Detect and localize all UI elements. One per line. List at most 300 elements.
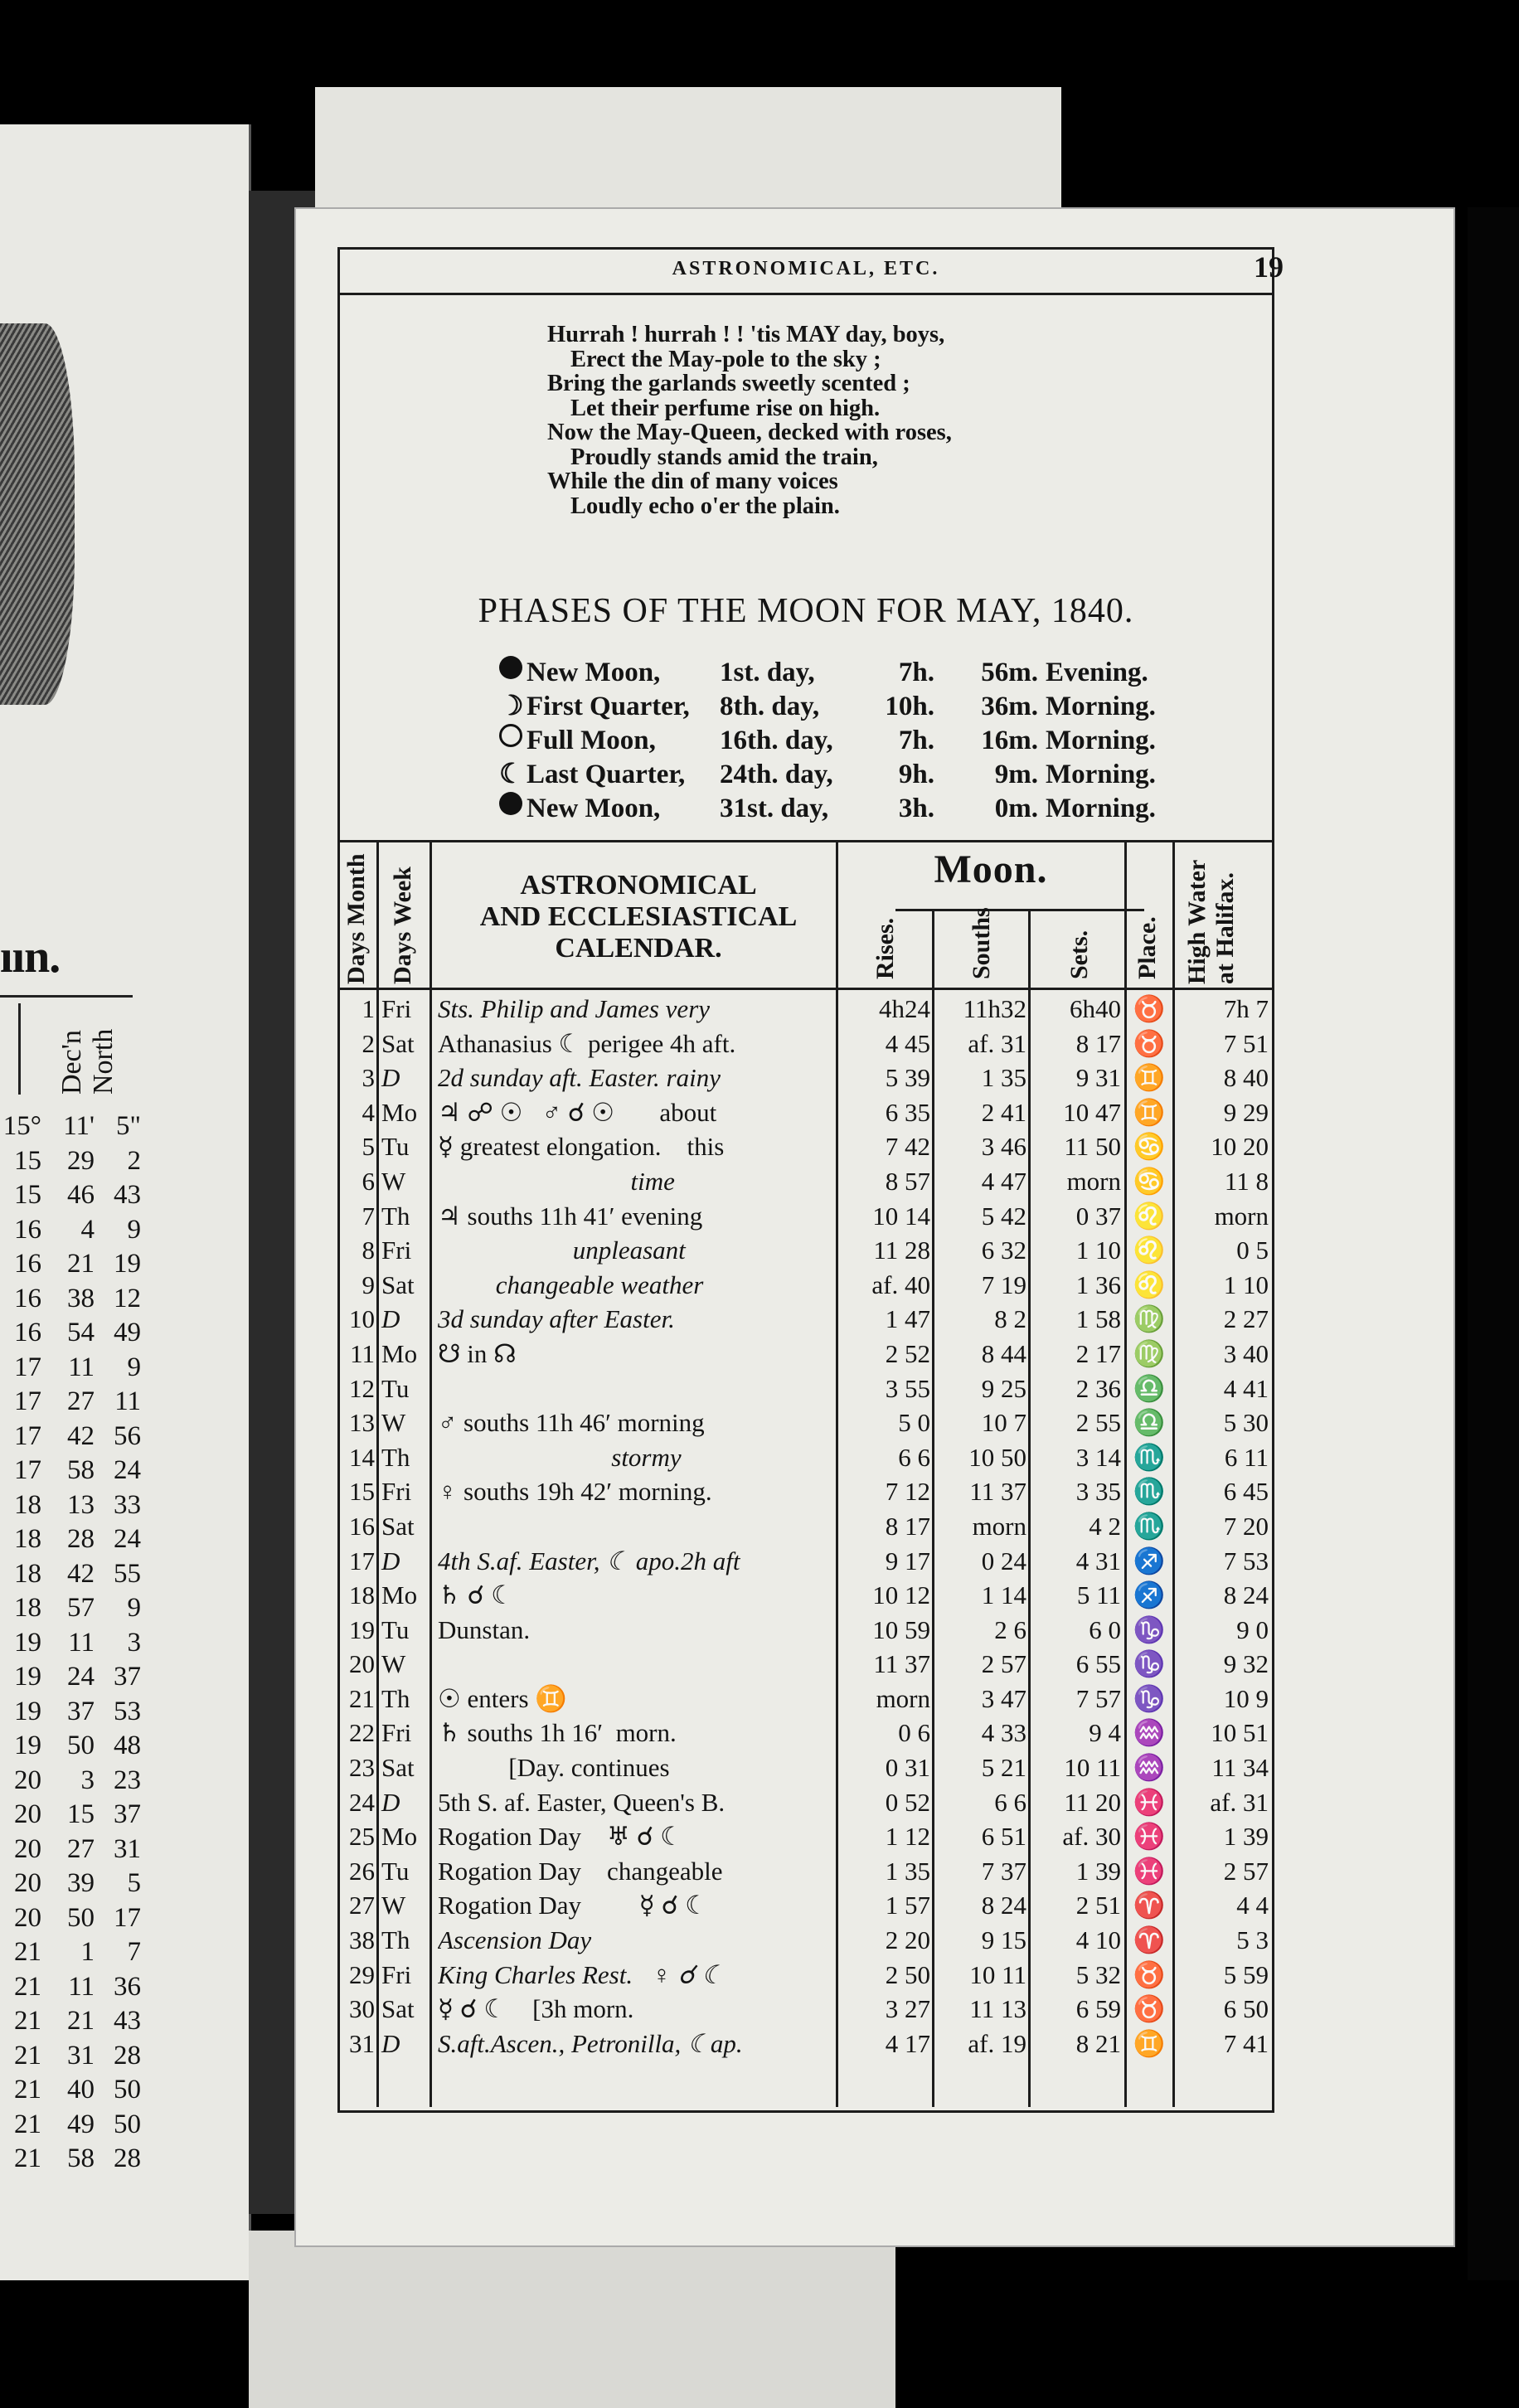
left-table-row [0, 1109, 141, 1144]
moon-souths: 7 37 [981, 1856, 1026, 1886]
moon-place-sign: ♏ [1133, 1511, 1166, 1541]
moon-place-sign: ♌ [1133, 1236, 1166, 1265]
left-table-cell: 5" [116, 1111, 141, 1141]
phase-day: 31st. day, [720, 794, 829, 823]
calendar-row [340, 1578, 1272, 1613]
day-of-month: 9 [362, 1270, 375, 1299]
calendar-row [340, 1474, 1272, 1509]
calendar-row [340, 1371, 1272, 1406]
left-table-row [0, 2073, 141, 2108]
left-table-cell: 28 [114, 2040, 141, 2071]
left-table-cell: 43 [114, 1180, 141, 1210]
calendar-note: Ascension Day [438, 1925, 592, 1955]
day-of-month: 1 [362, 994, 375, 1023]
moon-sets: morn [1066, 1166, 1121, 1196]
day-of-month: 4 [362, 1097, 375, 1127]
day-of-month: 26 [349, 1856, 375, 1886]
moon-sets: 6h40 [1070, 994, 1121, 1023]
moon-souths: 9 15 [981, 1925, 1026, 1955]
left-table-cell: 20 [14, 1833, 41, 1864]
left-table-cell: 28 [114, 2143, 141, 2173]
poem-line: Hurrah ! hurrah ! ! 'tis MAY day, boys, [547, 322, 945, 347]
left-table-cell: 19 [14, 1696, 41, 1726]
calendar-note: ♃ ☍ ☉ ♂ ☌ ☉ about [438, 1097, 717, 1127]
left-table-cell: 15 [67, 1799, 95, 1829]
day-of-week: Th [381, 1442, 410, 1472]
header-rule [340, 293, 1272, 295]
day-of-week: Mo [381, 1580, 418, 1610]
moon-souths: 3 46 [981, 1132, 1026, 1162]
moon-sets: 4 10 [1075, 1925, 1121, 1955]
left-table-row [0, 1282, 141, 1317]
moon-rises: 11 28 [873, 1236, 930, 1265]
day-of-week: Tu [381, 1856, 410, 1886]
left-table-cell: 29 [67, 1145, 95, 1176]
moon-sets: 3 35 [1075, 1477, 1121, 1507]
left-table-cell: 19 [14, 1731, 41, 1760]
left-table-cell: 42 [67, 1558, 95, 1589]
high-water-halifax: 11 8 [1224, 1166, 1269, 1196]
poem-line: Erect the May-pole to the sky ; [570, 346, 881, 372]
high-water-halifax: 5 3 [1236, 1925, 1269, 1955]
day-of-month: 16 [349, 1511, 375, 1541]
moon-rises: 7 12 [885, 1477, 930, 1507]
high-water-halifax: 7 53 [1223, 1546, 1269, 1575]
left-table-cell: 50 [67, 1902, 95, 1933]
day-of-week: D [381, 1546, 400, 1575]
calendar-note: 4th S.af. Easter, ☾ apo.2h aft [438, 1546, 740, 1575]
moon-place-sign: ♉ [1133, 1959, 1166, 1989]
moon-sets: 1 58 [1075, 1304, 1121, 1334]
day-of-month: 10 [349, 1304, 375, 1334]
poem-line: Now the May-Queen, decked with roses, [547, 420, 952, 445]
moon-sets: 6 59 [1075, 1994, 1121, 2024]
left-table-row [0, 2142, 141, 2177]
day-of-week: Tu [381, 1132, 410, 1162]
left-table-cell: 2 [127, 1145, 141, 1176]
left-table-cell: 28 [67, 1524, 95, 1554]
moon-souths: 11 37 [969, 1477, 1026, 1507]
almanac-page [294, 207, 1455, 2247]
day-of-month: 17 [349, 1546, 375, 1575]
left-table-row [0, 1867, 141, 1901]
left-table-cell: 50 [114, 2109, 141, 2139]
calendar-row [340, 1716, 1272, 1750]
moon-place-sign: ♏ [1133, 1477, 1166, 1507]
moon-place-sign: ♓ [1133, 1822, 1166, 1852]
calendar-note: ♄ souths 1h 16′ morn. [438, 1718, 677, 1748]
moon-rises: 10 14 [872, 1201, 930, 1231]
left-table-row [0, 1351, 141, 1386]
phase-time-of-day: Morning. [1046, 692, 1156, 721]
phase-minute: 16m. [981, 726, 1038, 755]
left-table-cell: 37 [114, 1662, 141, 1692]
left-table-row [0, 1213, 141, 1248]
moon-sets: 5 32 [1075, 1959, 1121, 1989]
calendar-note: changeable weather [438, 1270, 704, 1299]
moon-place-sign: ♊ [1133, 2028, 1166, 2058]
calendar-note: [Day. continues [438, 1753, 670, 1783]
day-of-week: D [381, 1304, 400, 1334]
moon-sets: 2 51 [1075, 1891, 1121, 1920]
high-water-halifax: af. 31 [1210, 1787, 1269, 1817]
moon-souths: 10 11 [969, 1959, 1026, 1989]
page-number: 19 [1254, 250, 1284, 284]
moon-rises: 4 45 [885, 1028, 930, 1058]
left-table-cell: 5 [127, 1868, 141, 1898]
poem-line: While the din of many voices [547, 468, 838, 494]
left-table-cell: 16 [14, 1283, 41, 1313]
scan-border [1468, 207, 1519, 2280]
moon-sets: 6 0 [1089, 1614, 1121, 1644]
left-table-cell: 18 [14, 1593, 41, 1623]
moon-sets: 6 55 [1075, 1649, 1121, 1679]
moon-place-sign: ♓ [1133, 1787, 1166, 1817]
left-table-cell: 20 [14, 1799, 41, 1829]
left-table-cell: 58 [67, 1455, 95, 1485]
left-table-row [0, 1660, 141, 1695]
calendar-row [340, 1958, 1272, 1993]
left-table-cell: 20 [14, 1868, 41, 1898]
moon-rises: 3 27 [885, 1994, 930, 2024]
moon-rises: 6 35 [885, 1097, 930, 1127]
day-of-month: 7 [362, 1201, 375, 1231]
day-of-week: Sat [381, 1753, 415, 1783]
may-day-poem [547, 323, 952, 518]
day-of-week: W [381, 1891, 406, 1920]
left-table-cell: 19 [14, 1662, 41, 1692]
moon-souths: 6 51 [981, 1822, 1026, 1852]
moon-souths: 4 47 [981, 1166, 1026, 1196]
left-table-cell: 50 [114, 2075, 141, 2105]
calendar-row [340, 1992, 1272, 2027]
running-head: ASTRONOMICAL, ETC. [672, 258, 940, 279]
moon-rises: 8 17 [885, 1511, 930, 1541]
left-table-cell: 50 [67, 1731, 95, 1760]
phase-time-of-day: Morning. [1046, 726, 1156, 755]
moon-souths: 3 47 [981, 1683, 1026, 1713]
left-table-cell: 36 [114, 1971, 141, 2002]
left-table-row [0, 1764, 141, 1799]
calendar-note: time [438, 1166, 675, 1196]
day-of-month: 2 [362, 1028, 375, 1058]
header-moon: Moon. [934, 847, 1048, 891]
moon-sets: 2 36 [1075, 1373, 1121, 1403]
moon-place-sign: ♈ [1133, 1925, 1166, 1955]
phase-hour: 7h. [898, 658, 934, 687]
moon-rises: 4h24 [879, 994, 930, 1023]
day-of-month: 11 [350, 1338, 375, 1368]
left-table-cell: 21 [14, 1971, 41, 2002]
day-of-week: D [381, 2028, 400, 2058]
left-table-cell: 11' [63, 1111, 95, 1141]
left-table-row [0, 1626, 141, 1661]
left-table-row [0, 1935, 141, 1970]
day-of-month: 29 [349, 1959, 375, 1989]
left-table-cell: 16 [14, 1318, 41, 1347]
left-table-cell: 43 [114, 2006, 141, 2036]
calendar-row [340, 1854, 1272, 1889]
high-water-halifax: 1 39 [1223, 1822, 1269, 1852]
left-table-row [0, 1420, 141, 1454]
day-of-week: Fri [381, 994, 412, 1023]
left-table-cell: 9 [127, 1593, 141, 1623]
moon-rises: 0 52 [885, 1787, 930, 1817]
left-table-cell: 37 [114, 1799, 141, 1829]
calendar-row [340, 1233, 1272, 1268]
phase-name: New Moon, [527, 658, 661, 687]
moon-rises: 1 35 [885, 1856, 930, 1886]
high-water-halifax: 5 59 [1223, 1959, 1269, 1989]
calendar-note: ♄ ☌ ☾ [438, 1580, 514, 1610]
poem-line: Bring the garlands sweetly scented ; [547, 371, 910, 396]
moon-souths: morn [972, 1511, 1026, 1541]
moon-place-sign: ♓ [1133, 1856, 1166, 1886]
left-table-row [0, 1729, 141, 1764]
high-water-halifax: 6 50 [1223, 1994, 1269, 2024]
phase-name: Full Moon, [527, 726, 656, 755]
left-table-row [0, 1454, 141, 1488]
moon-place-sign: ♑ [1133, 1614, 1166, 1644]
calendar-note: S.aft.Ascen., Petronilla, ☾ap. [438, 2028, 743, 2058]
moon-header-rule [895, 909, 1144, 911]
moon-rises: 5 39 [885, 1063, 930, 1093]
phase-time-of-day: Morning. [1046, 760, 1156, 789]
left-table-cell: 58 [67, 2143, 95, 2173]
poem-line: Loudly echo o'er the plain. [570, 493, 840, 519]
high-water-halifax: 4 4 [1236, 1891, 1269, 1920]
calendar-note: unpleasant [438, 1236, 686, 1265]
high-water-halifax: 9 29 [1223, 1097, 1269, 1127]
high-water-halifax: 10 51 [1211, 1718, 1269, 1748]
phase-time-of-day: Evening. [1046, 658, 1148, 687]
left-table-cell: 48 [114, 1731, 141, 1760]
calendar-row [340, 1509, 1272, 1544]
left-table-row [0, 1385, 141, 1420]
high-water-halifax: 7 51 [1223, 1028, 1269, 1058]
left-table-cell: 37 [67, 1696, 95, 1726]
left-table-cell: 55 [114, 1558, 141, 1589]
phase-name: Last Quarter, [527, 760, 686, 789]
calendar-row [340, 1129, 1272, 1164]
moon-souths: 1 14 [981, 1580, 1026, 1610]
calendar-row [340, 1544, 1272, 1579]
left-table-cell: 9 [127, 1214, 141, 1245]
moon-place-sign: ♋ [1133, 1132, 1166, 1162]
left-table-cell: 21 [67, 1249, 95, 1279]
left-page-fragment [0, 124, 251, 2280]
moon-sets: 10 11 [1064, 1753, 1121, 1783]
day-of-week: Tu [381, 1373, 410, 1403]
day-of-month: 5 [362, 1132, 375, 1162]
calendar-row [340, 1302, 1272, 1337]
moon-place-sign: ♈ [1133, 1891, 1166, 1920]
left-table-row [0, 1247, 141, 1282]
left-column-rule [18, 1003, 21, 1095]
left-table-cell: 20 [14, 1902, 41, 1933]
day-of-month: 38 [349, 1925, 375, 1955]
calendar-note: 3d sunday after Easter. [438, 1304, 675, 1334]
left-table-cell: 3 [80, 1765, 95, 1795]
day-of-month: 19 [349, 1614, 375, 1644]
moon-place-sign: ♍ [1133, 1304, 1166, 1334]
day-of-month: 14 [349, 1442, 375, 1472]
day-of-month: 20 [349, 1649, 375, 1679]
left-table-row [0, 1798, 141, 1833]
calendar-note: ♂ souths 11h 46′ morning [438, 1408, 705, 1438]
calendar-row [340, 1027, 1272, 1061]
phase-day: 24th. day, [720, 760, 833, 789]
calendar-note: Rogation Day changeable [438, 1856, 723, 1886]
moon-sets: 8 17 [1075, 1028, 1121, 1058]
day-of-month: 31 [349, 2028, 375, 2058]
calendar-note: stormy [438, 1442, 682, 1472]
left-table-cell: 56 [114, 1420, 141, 1451]
high-water-halifax: 11 34 [1211, 1753, 1269, 1783]
moon-sets: 11 50 [1064, 1132, 1121, 1162]
moon-place-sign: ♌ [1133, 1201, 1166, 1231]
moon-rises: 10 12 [872, 1580, 930, 1610]
day-of-month: 12 [349, 1373, 375, 1403]
left-table-cell: 13 [67, 1489, 95, 1520]
high-water-halifax: 2 27 [1223, 1304, 1269, 1334]
calendar-note: Rogation Day ☿ ☌ ☾ [438, 1891, 708, 1920]
page-frame [337, 247, 1284, 2113]
left-table-cell: 23 [114, 1765, 141, 1795]
moon-souths: 11h32 [963, 994, 1026, 1023]
calendar-note: 2d sunday aft. Easter. rainy [438, 1063, 721, 1093]
moon-place-sign: ♑ [1133, 1649, 1166, 1679]
moon-place-sign: ♊ [1133, 1097, 1166, 1127]
day-of-week: Sat [381, 1511, 415, 1541]
left-column-header: Dec'n North [56, 1028, 119, 1095]
day-of-week: Mo [381, 1097, 418, 1127]
day-of-week: W [381, 1649, 406, 1679]
moon-place-sign: ♍ [1133, 1338, 1166, 1368]
day-of-month: 21 [349, 1683, 375, 1713]
moon-rises: 7 42 [885, 1132, 930, 1162]
left-table-cell: 21 [14, 1937, 41, 1967]
moon-place-sign: ♏ [1133, 1442, 1166, 1472]
day-of-month: 24 [349, 1787, 375, 1817]
calendar-note: Rogation Day ♅ ☌ ☾ [438, 1822, 683, 1852]
left-table-cell: 15 [14, 1180, 41, 1210]
phase-minute: 0m. [994, 794, 1038, 823]
moon-souths: 6 32 [981, 1236, 1026, 1265]
page-tab-edge [315, 87, 1061, 211]
left-table-row [0, 1316, 141, 1351]
left-table-cell: 17 [14, 1352, 41, 1382]
left-table-cell: 17 [114, 1902, 141, 1933]
left-table-cell: 21 [14, 2006, 41, 2036]
left-table-cell: 11 [68, 1352, 95, 1382]
moon-rises: 2 52 [885, 1338, 930, 1368]
left-table-cell: 21 [14, 2040, 41, 2071]
left-table-cell: 21 [67, 2006, 95, 2036]
moon-sets: 8 21 [1075, 2028, 1121, 2058]
phase-minute: 9m. [994, 760, 1038, 789]
woodcut-illustration [0, 323, 75, 705]
left-table-cell: 3 [127, 1627, 141, 1658]
day-of-month: 25 [349, 1822, 375, 1852]
left-table-cell: 38 [67, 1283, 95, 1313]
moon-sets: af. 30 [1062, 1822, 1121, 1852]
day-of-month: 23 [349, 1753, 375, 1783]
left-table-cell: 54 [67, 1318, 95, 1347]
phase-time-of-day: Morning. [1046, 794, 1156, 823]
left-page-title-fragment: ıın. [0, 931, 61, 983]
moon-sets: 9 4 [1089, 1718, 1121, 1748]
left-table-cell: 17 [14, 1420, 41, 1451]
moon-souths: 4 33 [981, 1718, 1026, 1748]
calendar-row [340, 1647, 1272, 1682]
calendar-note: King Charles Rest. ♀ ☌ ☾ [438, 1959, 725, 1989]
moon-souths: 2 6 [994, 1614, 1026, 1644]
day-of-month: 18 [349, 1580, 375, 1610]
left-declination-table [0, 1109, 141, 2177]
calendar-row [340, 1405, 1272, 1440]
calendar-row [340, 2027, 1272, 2061]
calendar-note: ☋ in ☊ [438, 1338, 517, 1368]
left-table-cell: 7 [127, 1937, 141, 1967]
moon-rises: 1 12 [885, 1822, 930, 1852]
page-bottom-edge [249, 2231, 895, 2408]
day-of-week: Sat [381, 1994, 415, 2024]
calendar-row [340, 1888, 1272, 1923]
high-water-halifax: 1 10 [1223, 1270, 1269, 1299]
left-header-rule [0, 995, 133, 998]
moon-place-sign: ♎ [1133, 1408, 1166, 1438]
left-table-row [0, 1144, 141, 1179]
moon-place-sign: ♌ [1133, 1270, 1166, 1299]
table-top-rule [340, 840, 1272, 842]
left-table-cell: 33 [114, 1489, 141, 1520]
calendar-note: Athanasius ☾ perigee 4h aft. [438, 1028, 736, 1058]
left-table-cell: 17 [14, 1386, 41, 1416]
calendar-row [340, 1750, 1272, 1785]
day-of-week: Th [381, 1201, 410, 1231]
moon-rises: 0 6 [898, 1718, 930, 1748]
moon-sets: 10 47 [1063, 1097, 1121, 1127]
moon-rises: 4 17 [885, 2028, 930, 2058]
day-of-week: Fri [381, 1236, 412, 1265]
day-of-week: W [381, 1408, 406, 1438]
day-of-week: Fri [381, 1959, 412, 1989]
left-table-cell: 24 [114, 1524, 141, 1554]
moon-sets: 11 20 [1064, 1787, 1121, 1817]
left-table-cell: 12 [114, 1283, 141, 1313]
moon-rises: 9 17 [885, 1546, 930, 1575]
high-water-halifax: 10 20 [1211, 1132, 1269, 1162]
day-of-week: Sat [381, 1270, 415, 1299]
left-table-cell: 46 [67, 1180, 95, 1210]
calendar-row [340, 1061, 1272, 1095]
left-table-cell: 18 [14, 1489, 41, 1520]
left-table-cell: 20 [14, 1765, 41, 1795]
left-table-row [0, 1178, 141, 1213]
moon-place-sign: ♉ [1133, 994, 1166, 1023]
left-table-row [0, 1522, 141, 1557]
moon-rises: 2 20 [885, 1925, 930, 1955]
left-table-row [0, 1901, 141, 1936]
calendar-table-body [340, 992, 1272, 2061]
day-of-week: Fri [381, 1477, 412, 1507]
moon-rises: 5 0 [898, 1408, 930, 1438]
new-moon-disc [499, 792, 522, 815]
left-table-cell: 24 [67, 1662, 95, 1692]
moon-rises: morn [876, 1683, 930, 1713]
day-of-week: D [381, 1063, 400, 1093]
